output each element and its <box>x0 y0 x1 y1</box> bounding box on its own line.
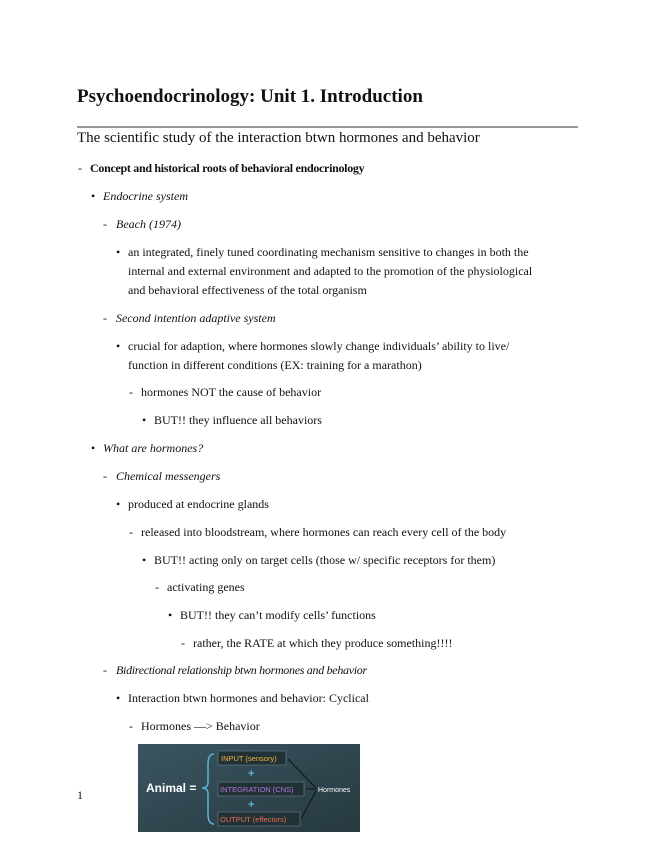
bullet-marker: • <box>116 245 121 259</box>
outline-item: Hormones —> Behavior <box>141 719 260 733</box>
bullet-marker: • <box>142 553 147 567</box>
bullet-marker: • <box>91 189 96 203</box>
outline-item: function in different conditions (EX: training for a marathon) <box>128 358 422 372</box>
outline-item: BUT!! acting only on target cells (those w/ specific receptors for them) <box>154 553 496 567</box>
bullet-marker: • <box>142 413 147 427</box>
dash-marker: - <box>155 580 159 594</box>
outline-item: Bidirectional relationship btwn hormones and behavior <box>116 663 367 677</box>
plus-sign: + <box>248 768 255 780</box>
dash-marker: - <box>103 217 107 231</box>
bullet-marker: • <box>116 339 121 353</box>
dash-marker: - <box>129 385 133 399</box>
dash-marker: - <box>129 719 133 733</box>
bullet-marker: • <box>168 608 173 622</box>
outline-item: BUT!! they influence all behaviors <box>154 413 322 427</box>
document-title: Psychoendocrinology: Unit 1. Introduction <box>77 86 423 107</box>
outline-item: released into bloodstream, where hormones can reach every cell of the body <box>141 525 507 539</box>
dash-marker: - <box>129 525 133 539</box>
dash-marker: - <box>103 663 107 677</box>
animal-diagram-figure <box>138 744 360 832</box>
dash-marker: - <box>181 636 185 650</box>
outline-item: activating genes <box>167 580 245 594</box>
outline-item: Second intention adaptive system <box>116 311 276 325</box>
output-label: OUTPUT (effectors) <box>220 815 287 824</box>
outline-item: What are hormones? <box>103 441 204 455</box>
bullet-marker: • <box>91 441 96 455</box>
outline-item: Endocrine system <box>103 189 188 203</box>
outline-item: Chemical messengers <box>116 469 221 483</box>
dash-marker: - <box>78 161 82 175</box>
input-label: INPUT (sensory) <box>221 754 277 763</box>
page-number: 1 <box>77 788 83 802</box>
document-subtitle: The scientific study of the interaction btwn hormones and behavior <box>77 130 480 146</box>
title-divider <box>77 126 578 128</box>
integration-label: INTEGRATION (CNS) <box>220 785 294 794</box>
outline-item: Interaction btwn hormones and behavior: Cyclical <box>128 691 369 705</box>
outline-item: produced at endocrine glands <box>128 497 269 511</box>
outline-item: internal and external environment and adapted to the promotion of the physiological <box>128 264 533 278</box>
dash-marker: - <box>103 469 107 483</box>
outline-item: an integrated, finely tuned coordinating mechanism sensitive to changes in both the <box>128 245 529 259</box>
plus-sign: + <box>248 799 255 811</box>
outline-item: crucial for adaption, where hormones slowly change individuals’ ability to live/ <box>128 339 510 353</box>
dash-marker: - <box>103 311 107 325</box>
outline-item: rather, the RATE at which they produce something!!!! <box>193 636 453 650</box>
hormones-label: Hormones <box>318 787 351 794</box>
bullet-marker: • <box>116 691 121 705</box>
outline-item: hormones NOT the cause of behavior <box>141 385 322 399</box>
animal-label: Animal = <box>146 781 197 795</box>
outline-item: BUT!! they can’t modify cells’ functions <box>180 608 376 622</box>
outline-item: Beach (1974) <box>116 217 181 231</box>
outline-item: Concept and historical roots of behavioral endocrinology <box>90 161 365 175</box>
bullet-marker: • <box>116 497 121 511</box>
outline-item: and behavioral effectiveness of the total organism <box>128 283 367 297</box>
